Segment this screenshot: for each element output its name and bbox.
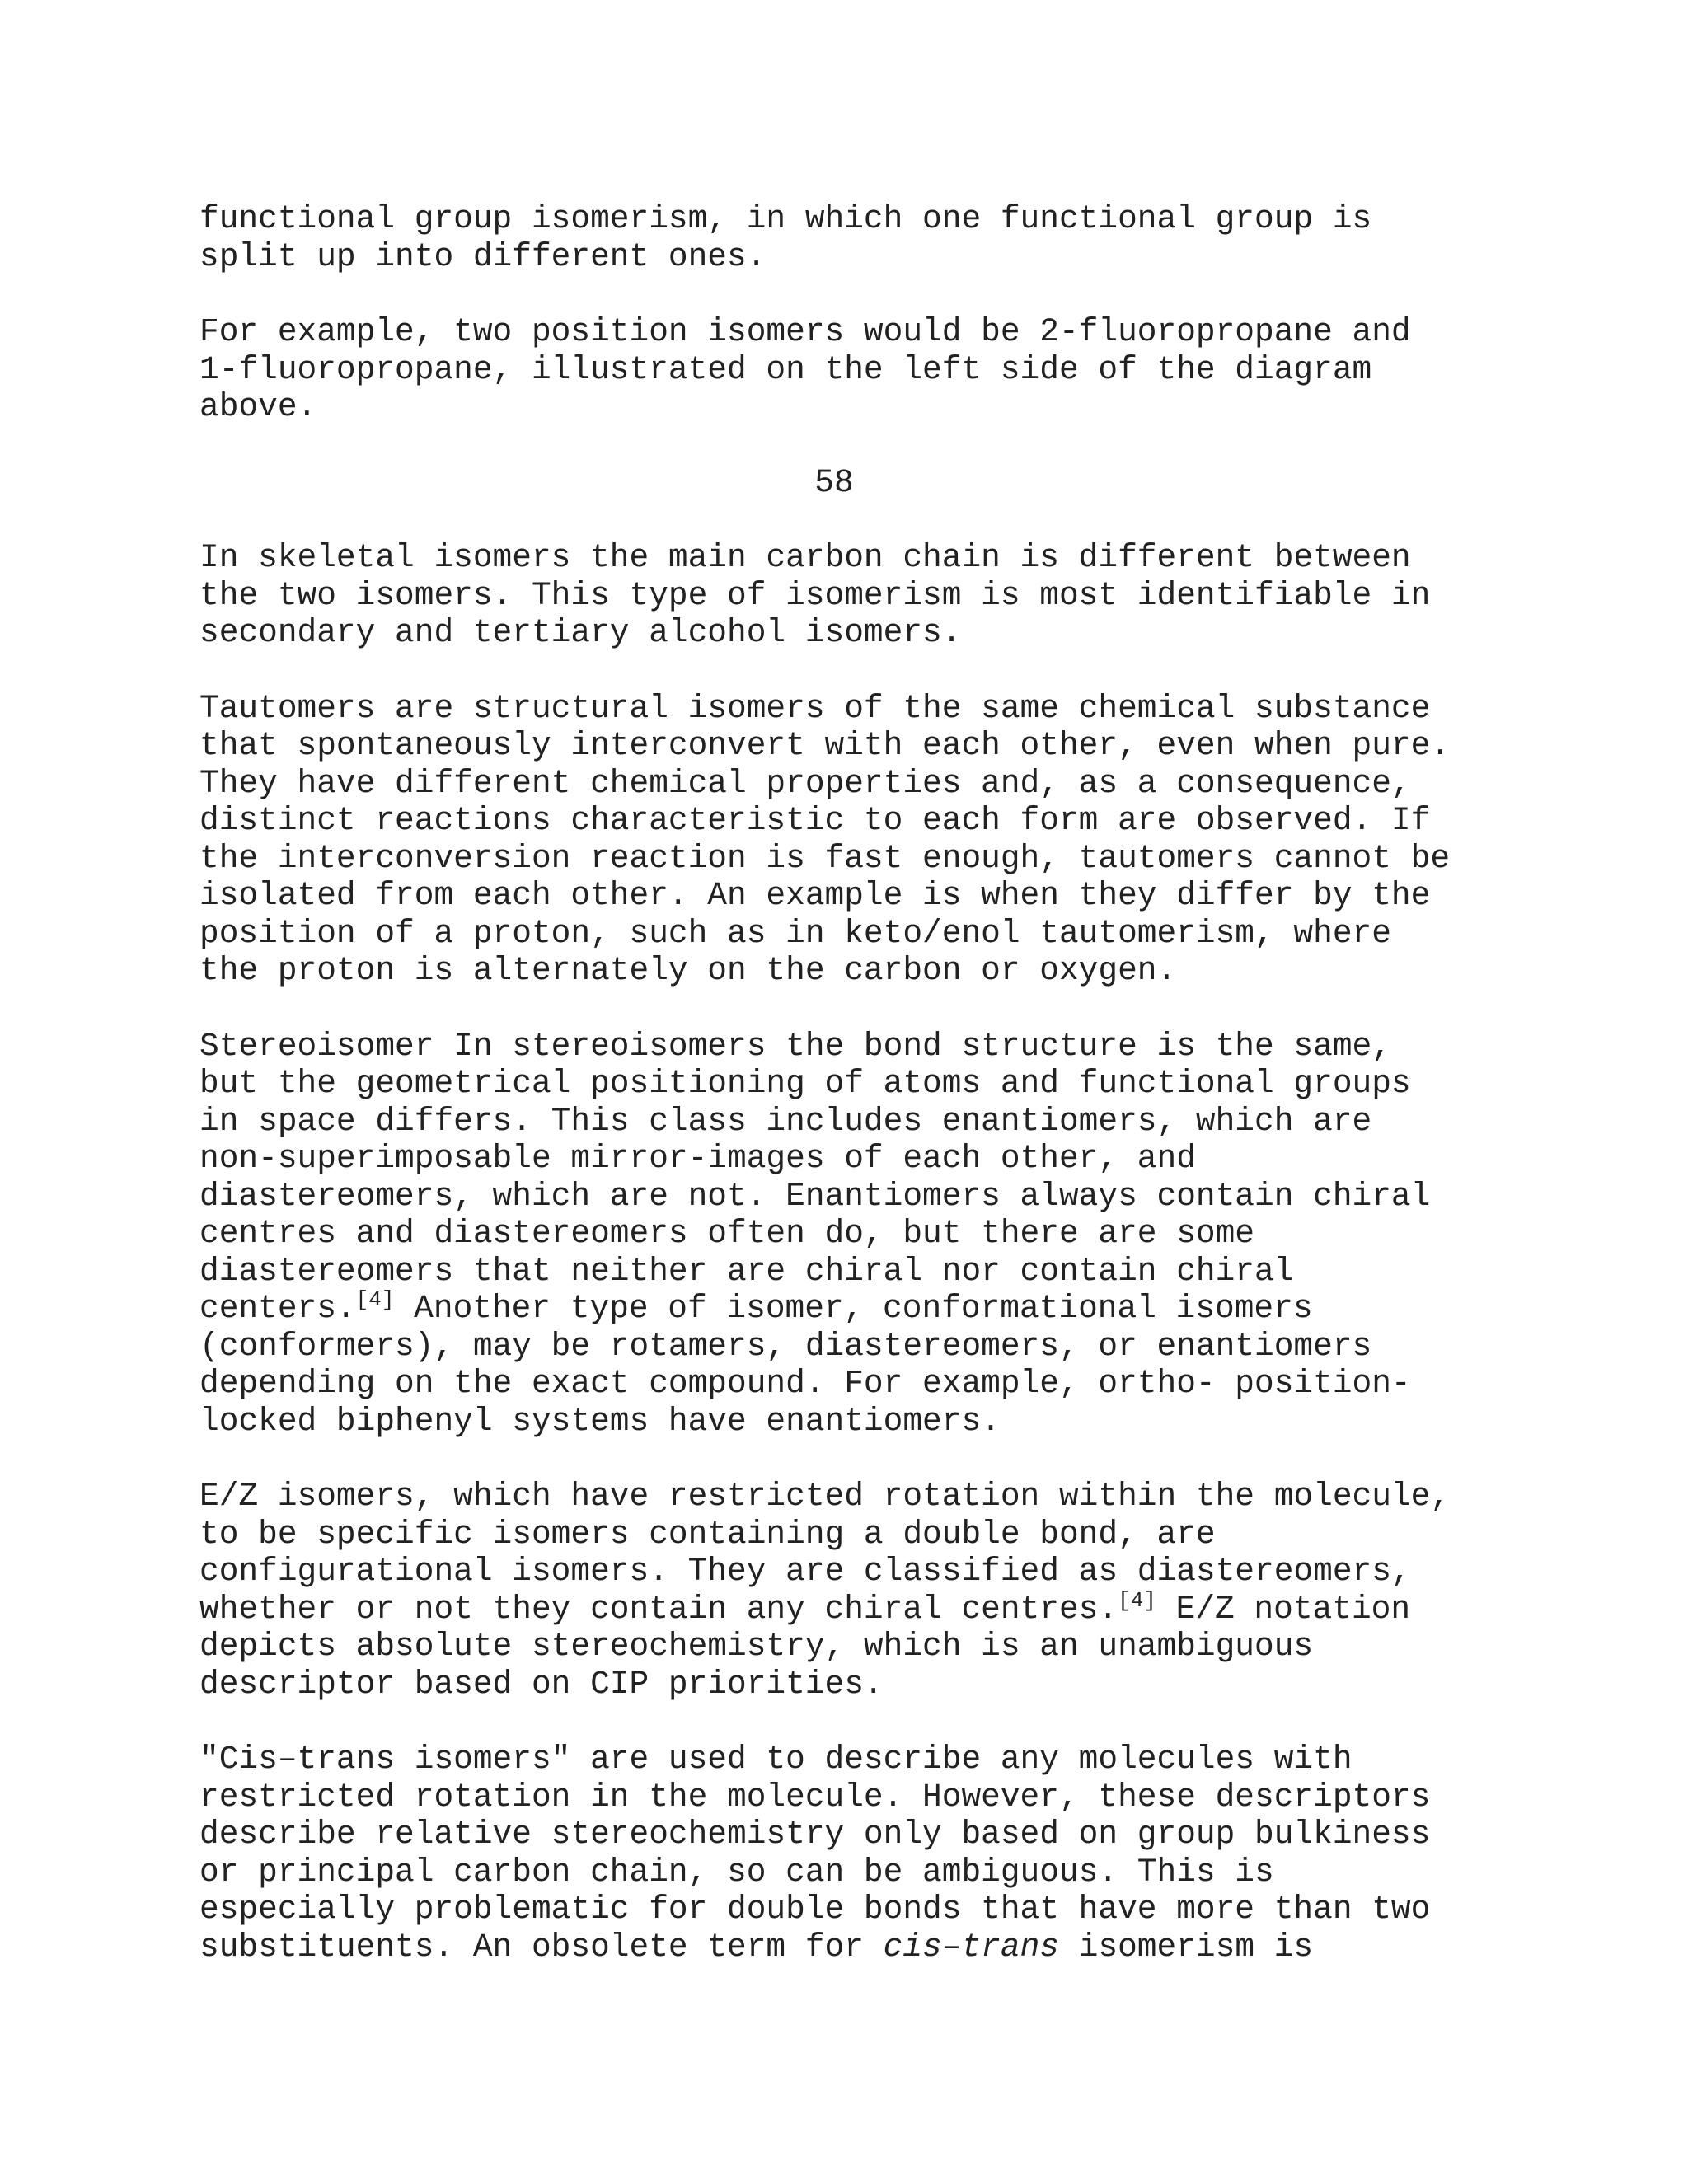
text-line: to be specific isomers containing a double bond, are <box>199 1515 1216 1553</box>
text-line: functional group isomerism, in which one functional group is <box>199 200 1372 237</box>
text-line: diastereomers that neither are chiral nor contain chiral <box>199 1252 1294 1290</box>
text-line: but the geometrical positioning of atoms and functional groups <box>199 1065 1411 1102</box>
text-line: describe relative stereochemistry only based on group bulkiness <box>199 1816 1431 1853</box>
text-run: centers. <box>199 1290 356 1327</box>
text-line: descriptor based on CIP priorities. <box>199 1665 884 1703</box>
text-run: E/Z notation <box>1156 1590 1411 1628</box>
text-line: diastereomers, which are not. Enantiomers always contain chiral <box>199 1177 1431 1215</box>
italic-term: cis–trans <box>883 1928 1059 1966</box>
text-line: secondary and tertiary alcohol isomers. <box>199 614 962 651</box>
text-line: depicts absolute stereochemistry, which is an unambiguous <box>199 1628 1314 1665</box>
text-line: configurational isomers. They are classified as diastereomers, <box>199 1553 1411 1590</box>
text-line: split up into different ones. <box>199 237 767 275</box>
text-line: E/Z isomers, which have restricted rotation within the molecule, <box>199 1478 1451 1515</box>
text-line: They have different chemical properties and, as a consequence, <box>199 764 1411 802</box>
text-line: the two isomers. This type of isomerism is most identifiable in <box>199 576 1431 614</box>
citation-reference[interactable]: [4] <box>355 1287 395 1312</box>
text-run: Another type of isomer, conformational isomers <box>394 1290 1313 1327</box>
paragraph-functional-group <box>199 200 1551 275</box>
text-run: isomerism is <box>1058 1928 1314 1966</box>
paragraph-tautomers <box>199 690 1551 990</box>
text-run: whether or not they contain any chiral centres. <box>199 1590 1118 1628</box>
text-line: 1-fluoropropane, illustrated on the left side of the diagram <box>199 350 1372 388</box>
paragraph-cis-trans <box>199 1741 1551 1966</box>
text-line: Stereoisomer In stereoisomers the bond structure is the same, <box>199 1027 1391 1065</box>
document-body <box>199 200 1551 2004</box>
text-line: locked biphenyl systems have enantiomers. <box>199 1402 1001 1440</box>
text-line <box>199 1287 1551 1328</box>
text-line: depending on the exact compound. For example, ortho- position- <box>199 1365 1411 1402</box>
page-number: 58 <box>814 463 854 501</box>
text-line <box>199 1929 1551 1966</box>
text-line: position of a proton, such as in keto/enol tautomerism, where <box>199 914 1391 952</box>
text-line: restricted rotation in the molecule. However, these descriptors <box>199 1778 1431 1816</box>
text-run: substituents. An obsolete term for <box>199 1928 884 1966</box>
paragraph-stereoisomer <box>199 1028 1551 1441</box>
text-line: In skeletal isomers the main carbon chain is different between <box>199 539 1411 576</box>
paragraph-ez-isomers <box>199 1478 1551 1703</box>
text-line: that spontaneously interconvert with each other, even when pure. <box>199 727 1451 764</box>
text-line: distinct reactions characteristic to each form are observed. If <box>199 802 1431 839</box>
text-line: above. <box>199 388 317 425</box>
text-line: isolated from each other. An example is when they differ by the <box>199 877 1431 914</box>
text-line: (conformers), may be rotamers, diastereomers, or enantiomers <box>199 1327 1372 1365</box>
text-line: non-superimposable mirror-images of each other, and <box>199 1140 1196 1177</box>
citation-reference[interactable]: [4] <box>1118 1587 1156 1613</box>
text-line: centres and diastereomers often do, but there are some <box>199 1215 1255 1252</box>
text-line: Tautomers are structural isomers of the same chemical substance <box>199 689 1431 727</box>
paragraph-position-isomers <box>199 313 1551 426</box>
text-line: the proton is alternately on the carbon or oxygen. <box>199 952 1177 989</box>
text-line: or principal carbon chain, so can be ambiguous. This is <box>199 1853 1274 1891</box>
text-line: the interconversion reaction is fast enough, tautomers cannot be <box>199 839 1451 877</box>
paragraph-skeletal-isomers <box>199 539 1551 652</box>
text-line <box>199 1587 1551 1629</box>
text-line: "Cis–trans isomers" are used to describe any molecules with <box>199 1741 1353 1778</box>
text-line: especially problematic for double bonds that have more than two <box>199 1891 1431 1928</box>
text-line: in space differs. This class includes enantiomers, which are <box>199 1102 1372 1140</box>
text-line: For example, two position isomers would be 2-fluoropropane and <box>199 313 1411 350</box>
